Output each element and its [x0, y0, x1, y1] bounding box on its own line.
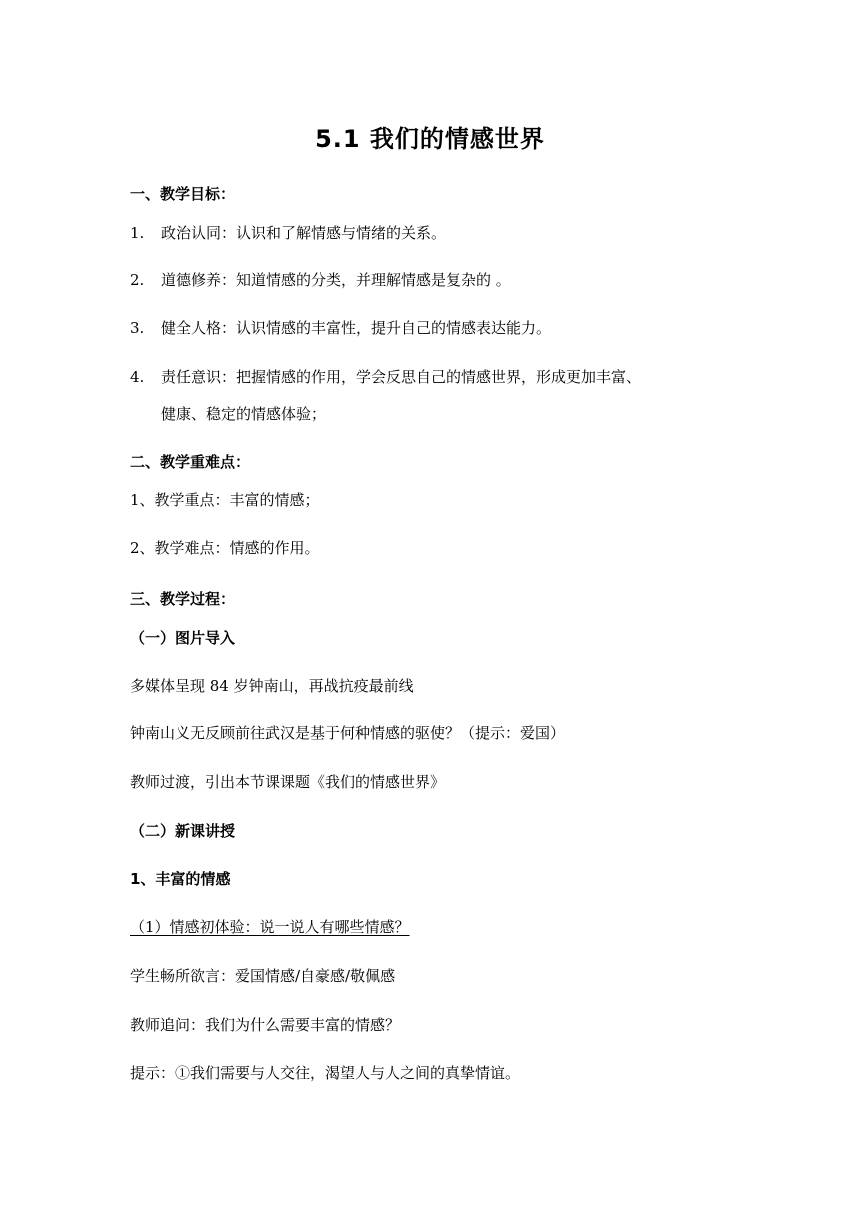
list-text: 道德修养：知道情感的分类，并理解情感是复杂的 。 — [161, 271, 511, 289]
list-text: 责任意识：把握情感的作用，学会反思自己的情感世界，形成更加丰富、 — [161, 368, 642, 386]
list-item — [130, 365, 641, 389]
paragraph: 学生畅所欲言：爱国情感/自豪感/敬佩感 — [130, 967, 396, 985]
list-number: 2. — [130, 271, 145, 289]
list-item — [130, 316, 551, 340]
section-heading-process: 三、教学过程： — [130, 590, 236, 608]
paragraph: 钟南山义无反顾前往武汉是基于何种情感的驱使？（提示：爱国） — [130, 724, 566, 742]
page-title: 5.1 我们的情感世界 — [315, 125, 545, 153]
activity-prompt: （1）情感初体验：说一说人有哪些情感？ — [130, 918, 410, 936]
paragraph: 教师过渡，引出本节课课题《我们的情感世界》 — [130, 773, 446, 791]
list-number: 4. — [130, 368, 145, 386]
section-heading-key-points: 二、教学重难点： — [130, 453, 251, 471]
list-item — [130, 268, 511, 292]
subheading-new-lesson: （二）新课讲授 — [130, 822, 236, 840]
list-number: 3. — [130, 319, 145, 337]
subheading-rich-emotions: 1、丰富的情感 — [130, 870, 231, 888]
list-text: 政治认同：认识和了解情感与情绪的关系。 — [161, 224, 447, 242]
paragraph: 2、教学难点：情感的作用。 — [130, 539, 320, 557]
paragraph: 提示：①我们需要与人交往，渴望人与人之间的真挚情谊。 — [130, 1064, 521, 1082]
paragraph: 多媒体呈现 84 岁钟南山，再战抗疫最前线 — [130, 677, 414, 695]
paragraph: 教师追问：我们为什么需要丰富的情感？ — [130, 1016, 401, 1034]
list-number: 1. — [130, 224, 145, 242]
subheading-intro: （一）图片导入 — [130, 629, 236, 647]
paragraph: 1、教学重点：丰富的情感； — [130, 491, 320, 509]
list-item — [130, 221, 446, 245]
section-heading-objectives: 一、教学目标： — [130, 185, 236, 203]
list-text: 健全人格：认识情感的丰富性，提升自己的情感表达能力。 — [161, 319, 552, 337]
list-item-continuation: 健康、稳定的情感体验； — [161, 405, 327, 423]
